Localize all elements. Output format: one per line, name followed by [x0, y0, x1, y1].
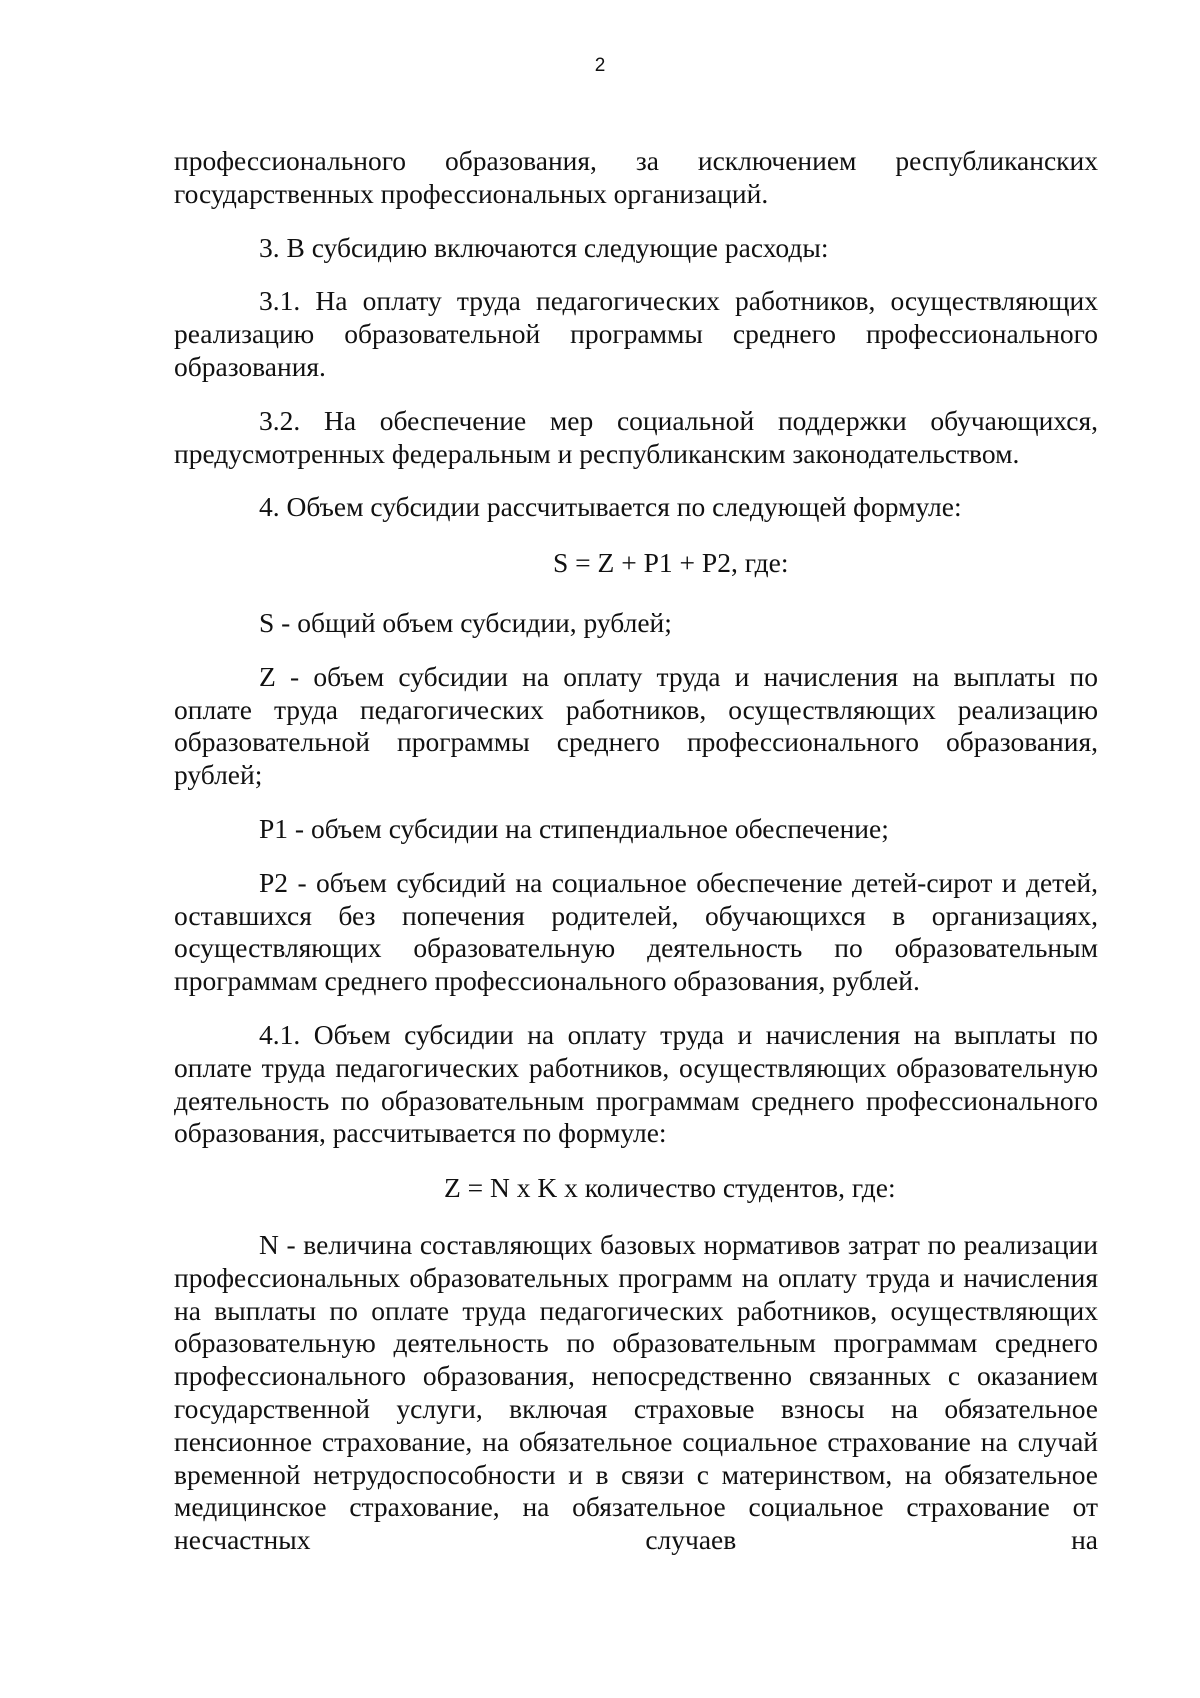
page-number: 2	[594, 55, 606, 76]
paragraph-item-3: 3. В субсидию включаются следующие расходы:	[259, 231, 829, 263]
formula-z: Z = N x K x количество студентов, где:	[444, 1172, 896, 1204]
definition-z: Z - объем субсидии на оплату труда и начисления на выплаты по оплате труда педагогических работников, осуществляющих реализацию образовательной программы среднего профессионального образования, рублей;	[174, 660, 1098, 791]
definition-p1: P1 - объем субсидии на стипендиальное обеспечение;	[259, 812, 889, 844]
definition-n: N - величина составляющих базовых нормативов затрат по реализации профессиональных образовательных программ на оплату труда и начисления на выплаты по оплате труда педагогических работников, осуществляющих образовательную деятельность по образовательным программам среднего профессионального образования, непосредственно связанных с оказанием государственной услуги, включая страховые взносы на обязательное пенсионное страхование, на обязательное социальное страхование на случай временной нетрудоспособности и в связи с материнством, на обязательное медицинское страхование, на обязательное социальное страхование от несчастных случаев на	[174, 1228, 1098, 1556]
definition-p2: P2 - объем субсидий на социальное обеспечение детей-сирот и детей, оставшихся без попечения родителей, обучающихся в организациях, осуществляющих образовательную деятельность по образовательным программам среднего профессионального образования, рублей.	[174, 866, 1098, 997]
paragraph-item-3-2: 3.2. На обеспечение мер социальной поддержки обучающихся, предусмотренных федеральным и республиканским законодательством.	[174, 404, 1098, 469]
paragraph-continuation: профессионального образования, за исключением республиканских государственных профессиональных организаций.	[174, 145, 1098, 209]
formula-subsidy-total: S = Z + P1 + P2, где:	[553, 547, 789, 579]
paragraph-item-3-1: 3.1. На оплату труда педагогических работников, осуществляющих реализацию образовательной программы среднего профессионального образования.	[174, 285, 1098, 382]
document-body	[174, 145, 1098, 1578]
paragraph-item-4-1: 4.1. Объем субсидии на оплату труда и начисления на выплаты по оплате труда педагогических работников, осуществляющих образовательную деятельность по образовательным программам среднего профессионального образования, рассчитывается по формуле:	[174, 1018, 1098, 1149]
paragraph-item-4: 4. Объем субсидии рассчитывается по следующей формуле:	[259, 491, 962, 523]
definition-s: S - общий объем субсидии, рублей;	[259, 606, 672, 638]
